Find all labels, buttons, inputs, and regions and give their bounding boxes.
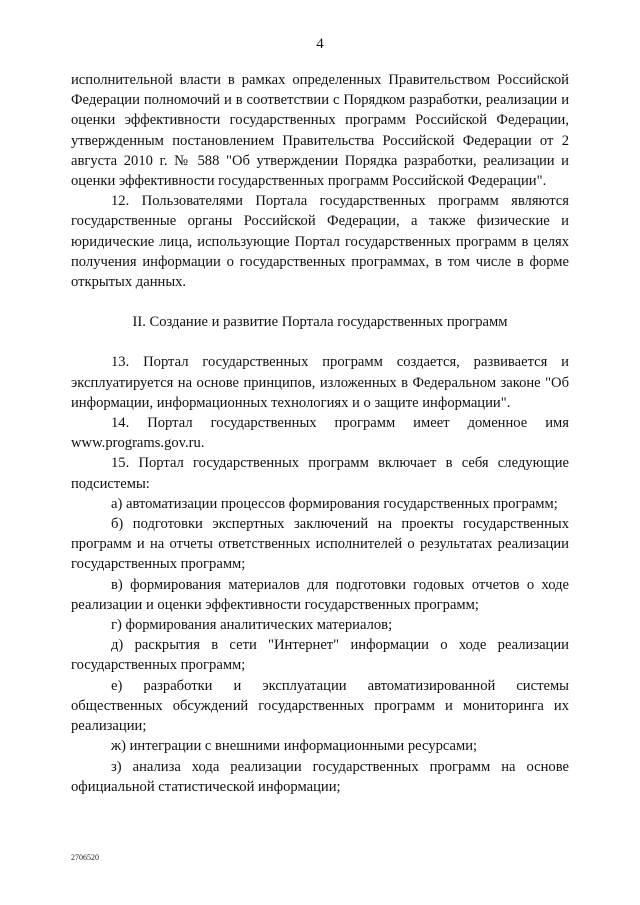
list-item-zh: ж) интеграции с внешними информационными ресурсами; — [111, 738, 478, 755]
document-code: 2706520 — [71, 853, 99, 862]
list-item-d: д) раскрытия в сети "Интернет" информации о ходе реализации государственных программ; — [71, 637, 569, 674]
document-body — [71, 70, 569, 797]
list-item-e: е) разработки и эксплуатации автоматизированной системы общественных обсуждений государственных программ и мониторинга их реализации; — [71, 677, 569, 735]
paragraph-12: 12. Пользователями Портала государственных программ являются государственные органы Российской Федерации, а также физические и юридические лица, использующие Портал государственных программ в целях получения информации о государственных программах, в том числе в форме открытых данных. — [71, 193, 569, 291]
paragraph-15: 15. Портал государственных программ включает в себя следующие подсистемы: — [71, 455, 569, 492]
paragraph-continuation: исполнительной власти в рамках определенных Правительством Российской Федерации полномочий и в соответствии с Порядком разработки, реализации и оценки эффективности государственных программ Российской Федерации, утвержденным постановлением Правительства Российской Федерации от 2 августа 2010 г. № 588 "Об утверждении Порядка разработки, реализации и оценки эффективности государственных программ Российской Федерации". — [71, 72, 569, 190]
section-heading: II. Создание и развитие Портала государственных программ — [132, 314, 508, 331]
list-item-v: в) формирования материалов для подготовки годовых отчетов о ходе реализации и оценки эффективности государственных программ; — [71, 576, 569, 613]
paragraph-13: 13. Портал государственных программ создается, развивается и эксплуатируется на основе принципов, изложенных в Федеральном законе "Об информации, информационных технологиях и о защите информации". — [71, 354, 569, 411]
list-item-b: б) подготовки экспертных заключений на проекты государственных программ и на отчеты ответственных исполнителей о результатах реализации государственных программ; — [71, 516, 569, 573]
page-number: 4 — [316, 36, 324, 52]
list-item-g: г) формирования аналитических материалов; — [111, 617, 393, 634]
paragraph-14: 14. Портал государственных программ имеет доменное имя www.programs.gov.ru. — [71, 415, 569, 452]
list-item-a: а) автоматизации процессов формирования государственных программ; — [111, 495, 558, 512]
list-item-z: з) анализа хода реализации государственных программ на основе официальной статистической информации; — [71, 758, 569, 795]
